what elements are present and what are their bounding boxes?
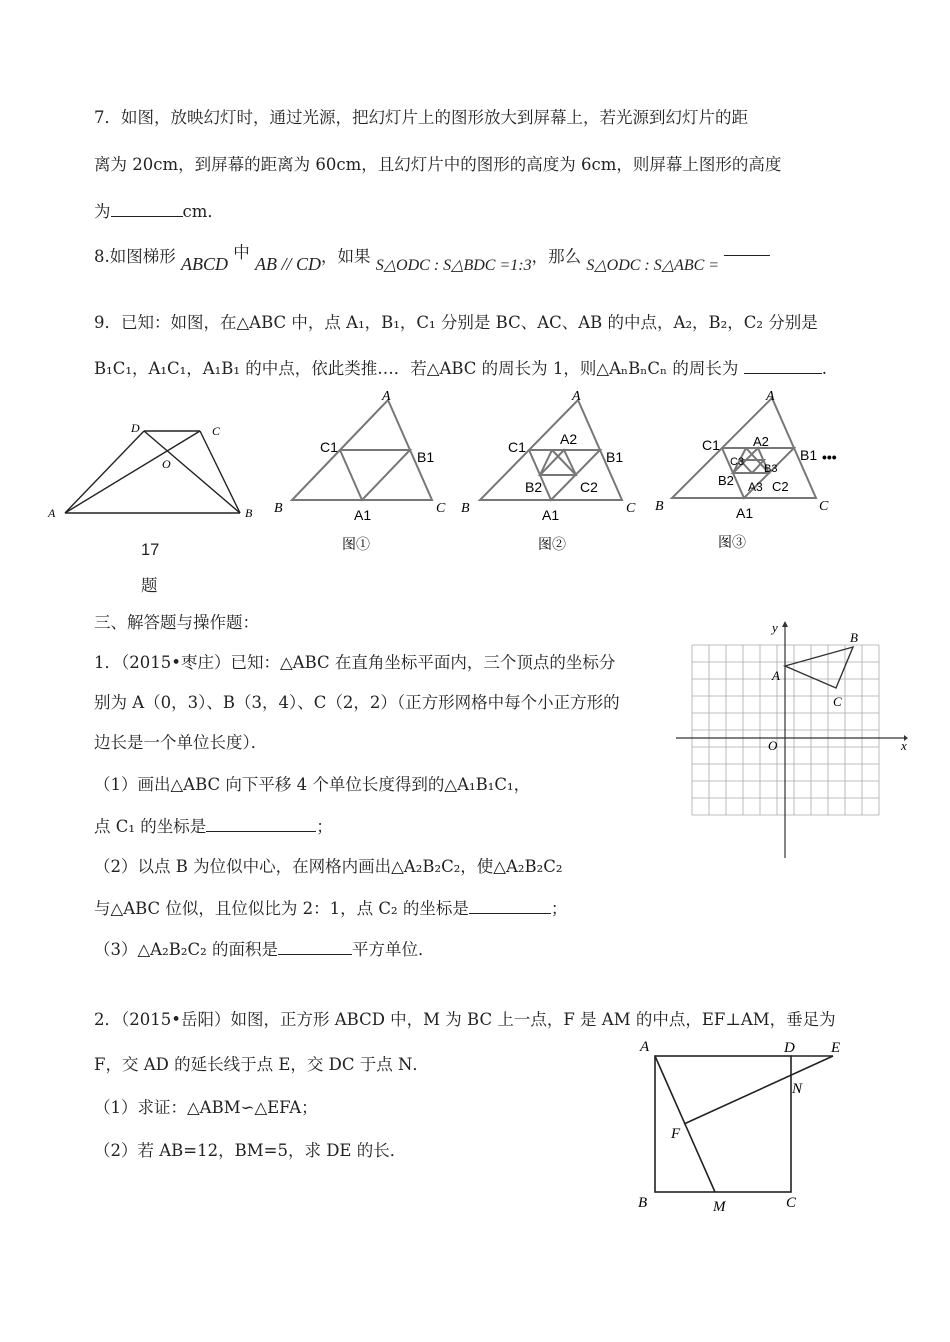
f3-B: B — [655, 499, 664, 514]
p1-q3-suffix: 平方单位． — [351, 940, 435, 959]
f1-C1: C1 — [320, 439, 338, 455]
q8-parallel: AB // CD — [255, 254, 321, 274]
coordinate-grid-figure — [676, 618, 916, 863]
f3-A2: A2 — [753, 434, 769, 449]
point-C-label: C — [833, 694, 842, 709]
sq-label-N: N — [792, 1081, 803, 1097]
f3-B3: B3 — [764, 463, 778, 475]
f1-A: A — [382, 389, 391, 404]
square-figure — [628, 1035, 858, 1220]
label-A: A — [48, 506, 56, 520]
p1-q1-answer-blank — [206, 815, 316, 832]
p1-line1: 1．（2015•枣庄）已知：△ABC 在直角坐标平面内，三个顶点的坐标分 — [94, 653, 616, 672]
f3-C3: C3 — [730, 456, 745, 468]
triangle-abc — [785, 647, 853, 688]
q8-ratio-ask: S△ODC : S△ABC = — [586, 257, 720, 274]
p1-q2b — [94, 897, 567, 921]
f1-C: C — [436, 501, 446, 516]
f2-caption: 图② — [538, 536, 566, 552]
q7-line3-prefix: 为 — [94, 202, 111, 221]
sq-label-M: M — [713, 1199, 726, 1215]
f3-A3: A3 — [748, 480, 763, 494]
q9-line1: 9．已知：如图，在△ABC 中，点 A₁，B₁，C₁ 分别是 BC、AC、AB 的中点，A₂，B₂，C₂ 分别是 — [94, 313, 818, 332]
q7-line1: 7．如图，放映幻灯时，通过光源，把幻灯片上的图形放大到屏幕上，若光源到幻灯片的距 — [94, 108, 748, 127]
f2-A1: A1 — [542, 507, 560, 523]
q8-zhong: 中 — [233, 243, 250, 262]
section3-heading: 三、解答题与操作题： — [94, 613, 259, 632]
q8-ratio-given: S△ODC : S△BDC =1:3 — [375, 257, 532, 274]
label-B: B — [245, 506, 253, 520]
p1-line3: 边长是一个单位长度）． — [94, 733, 268, 752]
fig17-caption-num: 17 — [141, 541, 160, 559]
label-C: C — [212, 424, 221, 438]
f2-A2: A2 — [560, 431, 578, 447]
f3-caption: 图③ — [718, 534, 746, 550]
origin-label: O — [768, 738, 778, 753]
axis-x-label: x — [901, 738, 907, 753]
f3-C2: C2 — [772, 479, 789, 494]
axis-y-label: y — [772, 620, 778, 635]
f1-B: B — [274, 501, 283, 516]
f1-caption: 图① — [342, 536, 370, 552]
q8-abcd: ABCD — [181, 254, 228, 274]
label-D: D — [131, 421, 140, 435]
sq-label-F: F — [671, 1126, 681, 1142]
p1-q3 — [94, 938, 434, 962]
p1-q3-prefix: （3）△A₂B₂C₂ 的面积是 — [94, 940, 278, 959]
p1-q3-answer-blank — [278, 938, 352, 955]
p1-q1: （1）画出△ABC 向下平移 4 个单位长度得到的△A₁B₁C₁， — [94, 775, 531, 794]
triangle-figure-1 — [272, 388, 452, 558]
f1-B1: B1 — [417, 449, 435, 465]
f1-A1: A1 — [354, 507, 372, 523]
label-O: O — [162, 457, 171, 471]
f2-B: B — [461, 501, 470, 516]
f3-A1: A1 — [736, 505, 754, 521]
triangle-figure-3 — [652, 388, 852, 558]
f3-A: A — [766, 389, 775, 404]
q8-ruguo: ，如果 — [321, 247, 371, 266]
q8-prefix: 8.如图梯形 — [94, 247, 176, 266]
q7-line3 — [94, 200, 224, 224]
triangle-figure-2 — [458, 388, 648, 558]
p2-q2: （2）若 AB=12，BM=5，求 DE 的长． — [94, 1141, 407, 1160]
q8-line — [94, 244, 770, 278]
p1-q1b-prefix: 点 C₁ 的坐标是 — [94, 817, 207, 836]
fig17-caption-ti: 题 — [141, 576, 158, 595]
f2-B1: B1 — [606, 449, 624, 465]
q9-line2-text: B₁C₁，A₁C₁，A₁B₁ 的中点，依此类推…．若△ABC 的周长为 1，则△AₙBₙCₙ 的周长为 — [94, 359, 739, 378]
point-A-label: A — [772, 668, 780, 683]
sq-label-D: D — [784, 1040, 795, 1056]
p2-line2: F，交 AD 的延长线于点 E，交 DC 于点 N． — [94, 1055, 429, 1074]
f3-ellipsis: ••• — [822, 449, 837, 465]
p1-q2b-prefix: 与△ABC 位似，且位似比为 2：1，点 C₂ 的坐标是 — [94, 899, 469, 918]
q8-name: ，那么 — [531, 247, 582, 266]
p1-q2-answer-blank — [469, 897, 551, 914]
q9-line2-end: . — [821, 359, 827, 378]
q8-answer-blank — [724, 239, 770, 256]
f3-C: C — [819, 499, 829, 514]
f3-C1: C1 — [702, 437, 720, 453]
f2-C2: C2 — [580, 479, 598, 495]
f2-A: A — [572, 389, 581, 404]
q7-line3-suffix: cm． — [182, 202, 224, 221]
p2-line1: 2．（2015•岳阳）如图，正方形 ABCD 中，M 为 BC 上一点，F 是 AM 的中点，EF⊥AM，垂足为 — [94, 1010, 836, 1029]
f2-B2: B2 — [525, 479, 543, 495]
point-B-label: B — [850, 630, 858, 645]
p1-q2: （2）以点 B 为位似中心，在网格内画出△A₂B₂C₂，使△A₂B₂C₂ — [94, 857, 563, 876]
p1-q1b — [94, 815, 333, 839]
f3-B1: B1 — [800, 447, 818, 463]
q7-answer-blank — [111, 200, 183, 217]
p2-q1: （1）求证：△ABM∽△EFA； — [94, 1098, 318, 1117]
f2-C1: C1 — [508, 439, 526, 455]
p1-q2b-suffix: ； — [550, 899, 568, 918]
q9-answer-blank — [744, 357, 822, 374]
p1-q1b-suffix: ； — [316, 817, 333, 836]
sq-label-B: B — [638, 1195, 648, 1211]
sq-label-C: C — [786, 1195, 797, 1211]
trapezoid-figure — [40, 418, 270, 528]
p1-line2: 别为 A（0，3）、B（3，4）、C（2，2）（正方形网格中每个小正方形的 — [94, 693, 620, 712]
q9-line2 — [94, 357, 827, 381]
f3-B2: B2 — [718, 473, 734, 488]
q7-line2: 离为 20cm，到屏幕的距离为 60cm，且幻灯片中的图形的高度为 6cm，则屏幕上图形的高度 — [94, 155, 782, 174]
sq-label-E: E — [831, 1040, 841, 1056]
f2-C: C — [626, 501, 636, 516]
sq-label-A: A — [640, 1039, 650, 1055]
